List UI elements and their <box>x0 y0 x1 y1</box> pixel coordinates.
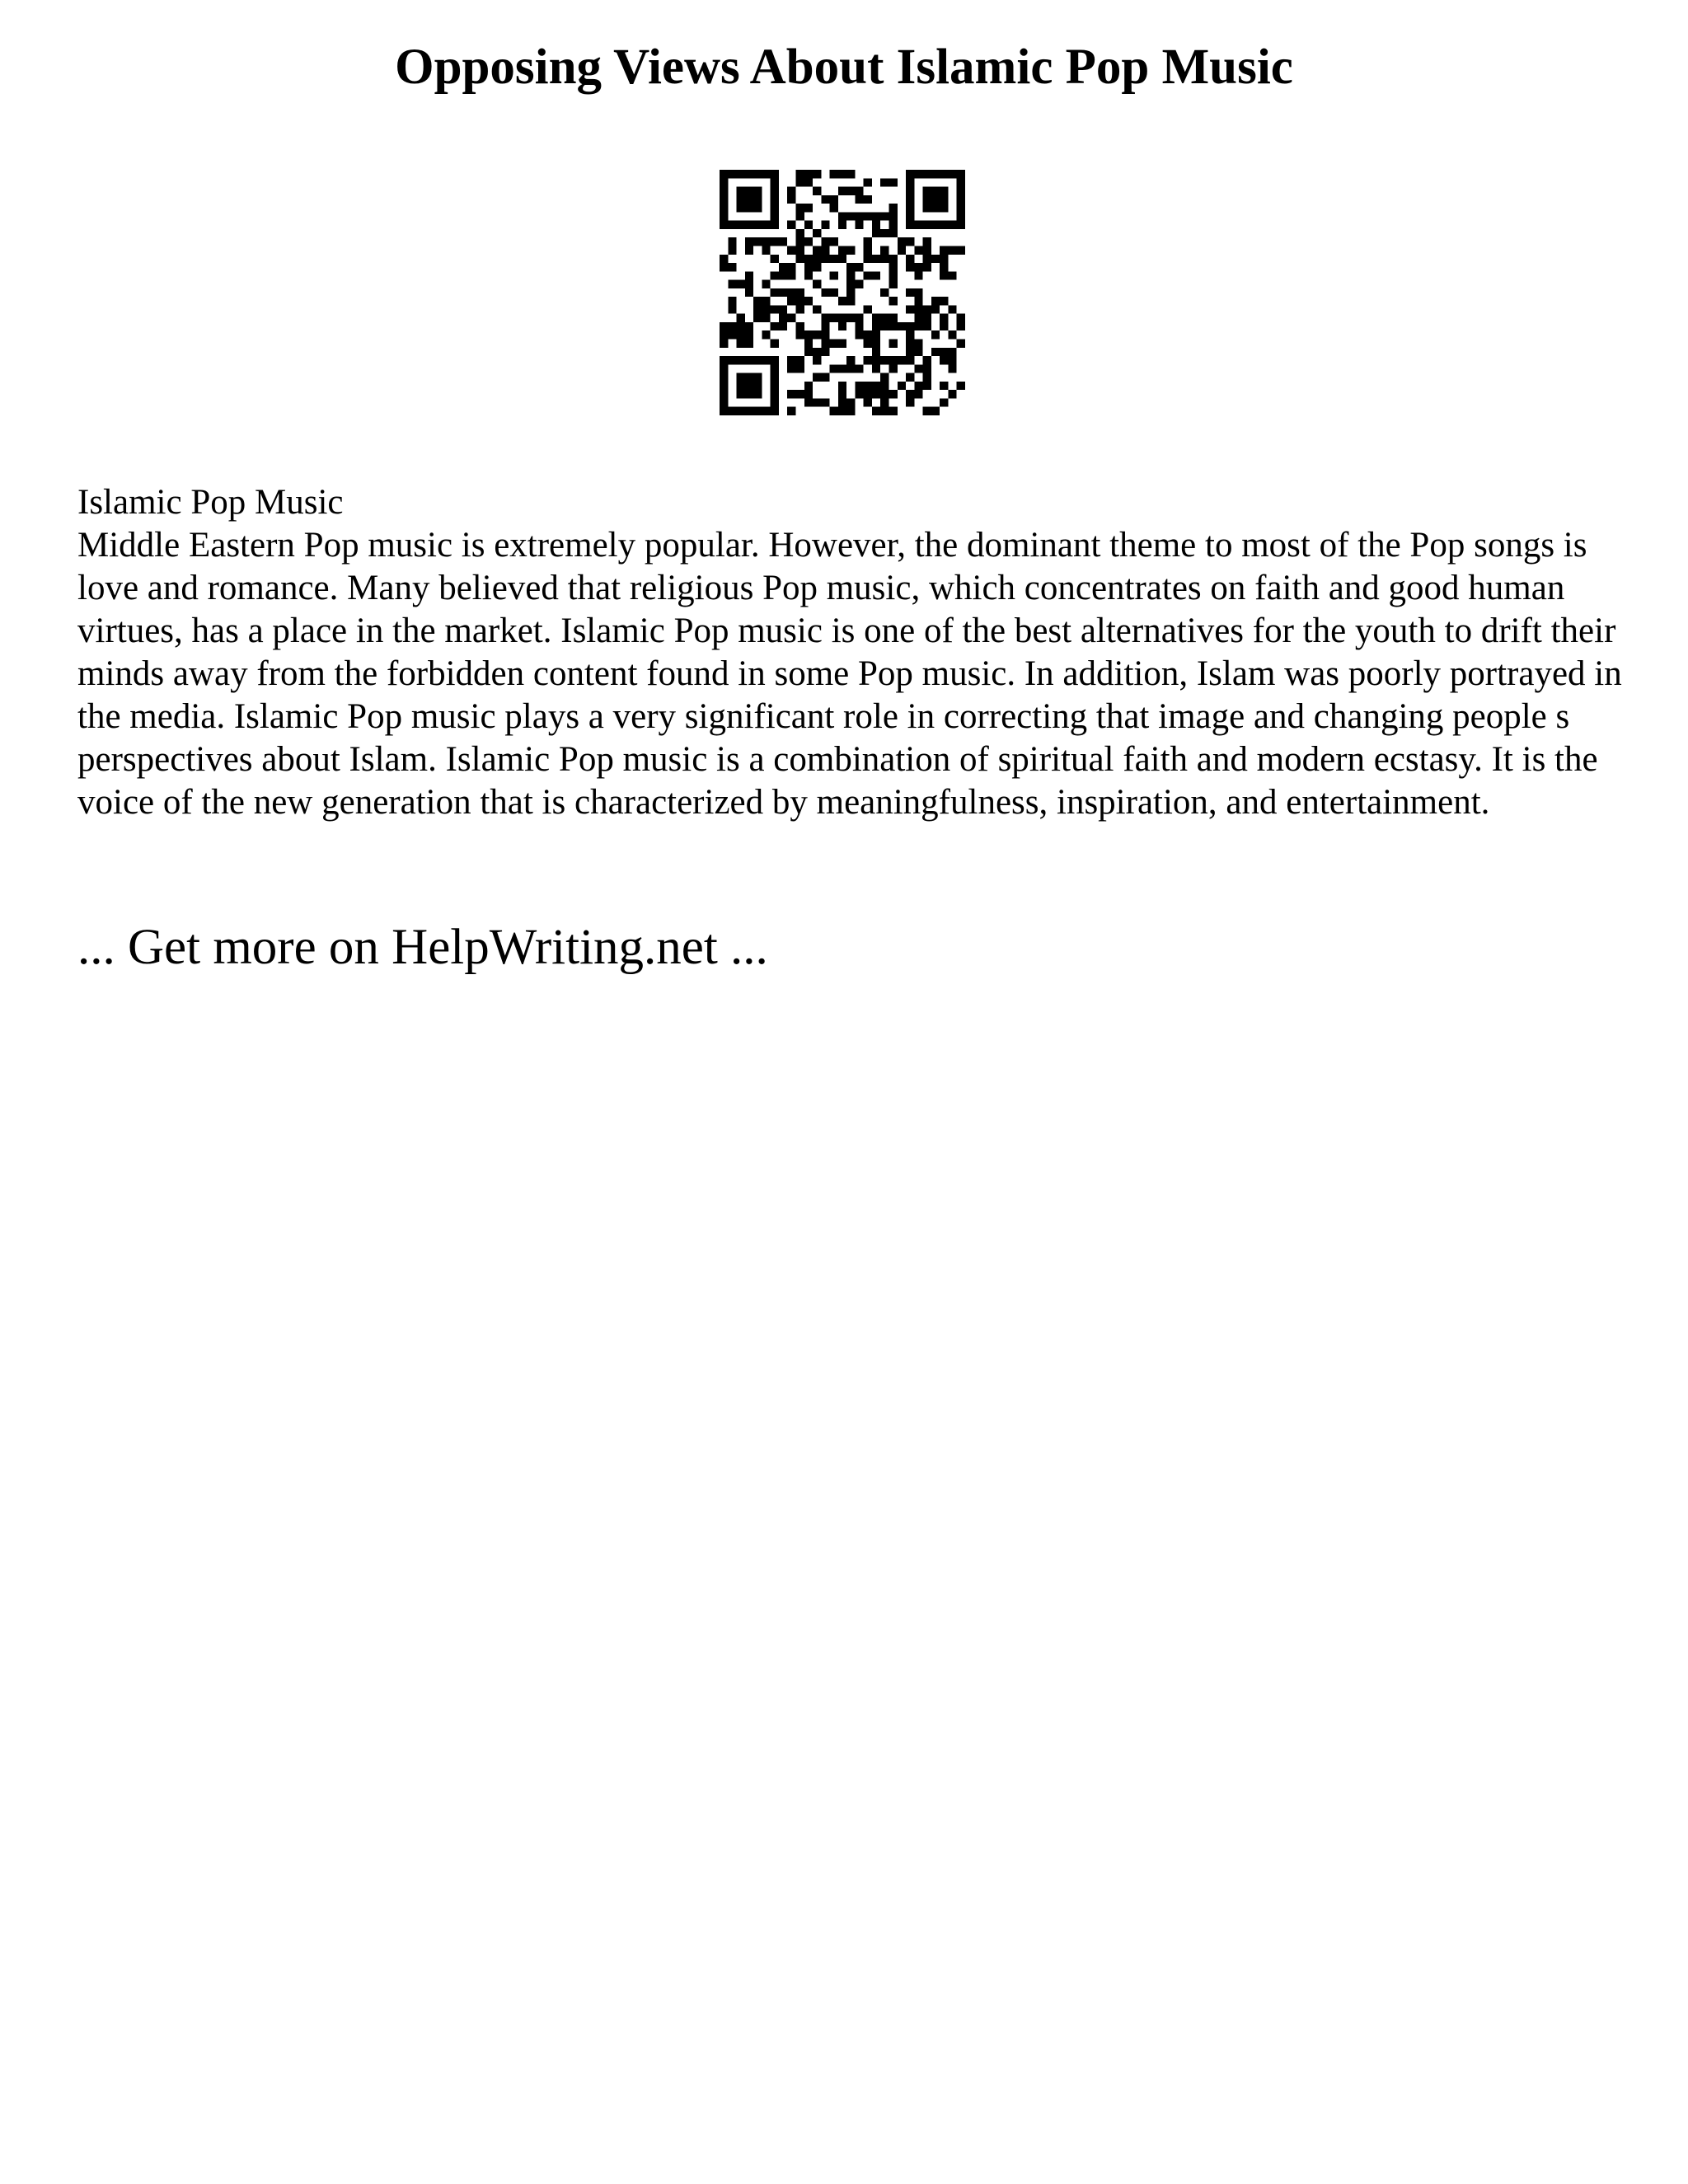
get-more-link[interactable]: ... Get more on HelpWriting.net ... <box>77 920 768 975</box>
qr-code-icon <box>720 170 965 415</box>
section-heading: Islamic Pop Music <box>77 483 344 522</box>
body-paragraph: Middle Eastern Pop music is extremely popular. However, the dominant theme to most of the Pop songs is love and romance. Many believed that religious Pop music, which concentrates on faith and good human virtues, has a place in the market. Islamic Pop music is one of the best alternatives for the youth to drift their minds away from the forbidden content found in some Pop music. In addition, Islam was poorly portrayed in the media. Islamic Pop music plays a very significant role in correcting that image and changing people s perspectives about Islam. Islamic Pop music is a combination of spiritual faith and modern ecstasy. It is the voice of the new generation that is characterized by meaningfulness, inspiration, and entertainment. <box>77 526 1622 822</box>
page-title: Opposing Views About Islamic Pop Music <box>395 40 1293 95</box>
